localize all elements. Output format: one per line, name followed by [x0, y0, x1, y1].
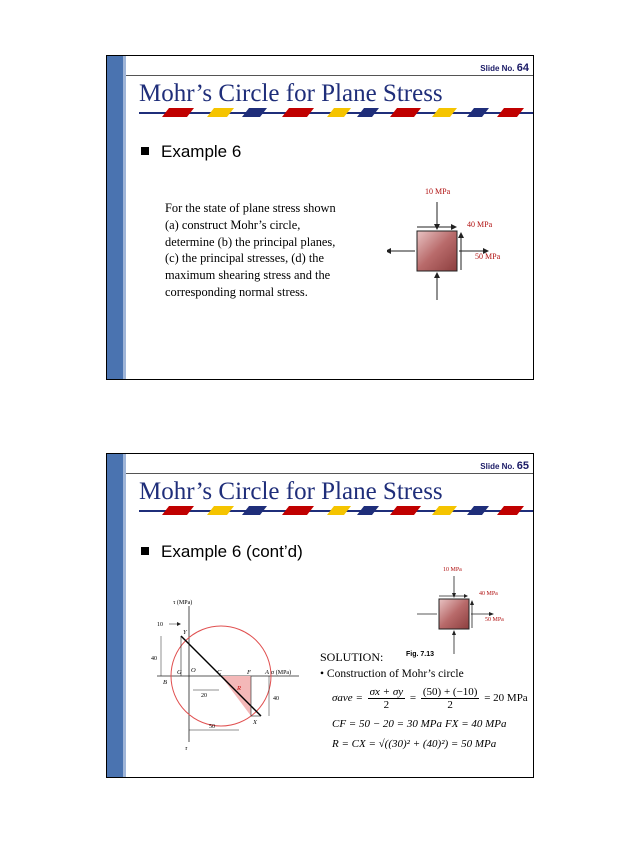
title-stripe [139, 108, 533, 117]
label-50mpa: 50 MPa [485, 617, 504, 623]
dim-10: 10 [157, 622, 163, 628]
frac-1-num: σx + σy [369, 686, 404, 698]
point-R: R [237, 685, 241, 692]
label-50mpa: 50 MPa [475, 252, 501, 261]
stress-element-figure [387, 184, 533, 302]
figure-label: Fig. 7.13 [406, 651, 435, 658]
label-10mpa: 10 MPa [425, 187, 451, 196]
eq-ave-result: = 20 MPa [484, 692, 528, 705]
point-G: G [177, 669, 182, 676]
frac-2 [421, 686, 480, 711]
bullet-square-icon [141, 547, 149, 555]
equation-fx: FX = 40 MPa [445, 718, 507, 730]
dim-40b: 40 [273, 696, 279, 702]
point-Y: Y [183, 629, 187, 636]
slide-number: Slide No. 64 [480, 62, 529, 74]
title-stripe [139, 506, 533, 515]
label-40mpa: 40 MPa [467, 220, 493, 229]
bullet-example-contd: Example 6 (cont’d) [141, 542, 303, 562]
slide-left-bar-inner [123, 56, 126, 379]
point-X: X [253, 719, 257, 726]
slide-65 [106, 453, 534, 778]
point-A: A [265, 669, 269, 676]
dim-40: 40 [151, 656, 157, 662]
problem-text: For the state of plane stress shown (a) construct Mohr’s circle, determine (b) the principal planes, (c) the principal stresses, (d) the maximum shearing stress and the corresponding normal stress. [165, 201, 336, 299]
bullet-example: Example 6 [141, 142, 241, 162]
tau-bottom-label: τ [185, 745, 188, 752]
stress-element-figure [417, 564, 529, 656]
equation-r: R = CX = √((30)² + (40)²) = 50 MPa [332, 738, 497, 750]
dim-20: 20 [201, 693, 207, 699]
slide-title: Mohr’s Circle for Plane Stress [139, 478, 443, 505]
mohr-circle-diagram [149, 594, 311, 754]
slide-left-bar [107, 454, 123, 777]
sigma-axis-label: σ (MPa) [271, 670, 292, 676]
label-10mpa: 10 MPa [443, 567, 462, 573]
slide-64 [106, 55, 534, 380]
frac-2-den: 2 [447, 699, 453, 711]
equation-cf: CF = 50 − 20 = 30 MPa [332, 718, 442, 730]
top-rule [126, 473, 533, 474]
tau-axis-label: τ (MPa) [173, 600, 193, 606]
top-rule [126, 75, 533, 76]
dim-50: 50 [209, 724, 215, 730]
solution-bullet: • Construction of Mohr’s circle [320, 668, 464, 680]
equation-sigma-ave: σave = $\frac{\sigma x + \sigma y}{2}$ = $\frac{(50) + (-10)}{2}$ = 20 MPa [332, 686, 528, 711]
slide-left-bar [107, 56, 123, 379]
point-O: O [191, 667, 196, 674]
point-C: C [217, 669, 222, 676]
frac-2-num: (50) + (−10) [422, 686, 478, 698]
point-B: B [163, 679, 167, 686]
label-40mpa: 40 MPa [479, 591, 498, 597]
bullet-square-icon [141, 147, 149, 155]
frac-1 [368, 686, 406, 711]
slide-left-bar-inner [123, 454, 126, 777]
eq-ave-lhs: σave = [332, 692, 363, 705]
frac-1-den: 2 [383, 699, 390, 711]
solution-title: SOLUTION: [320, 650, 384, 664]
point-F: F [247, 669, 251, 676]
slide-title: Mohr’s Circle for Plane Stress [139, 80, 443, 107]
slide-number: Slide No. 65 [480, 460, 529, 472]
